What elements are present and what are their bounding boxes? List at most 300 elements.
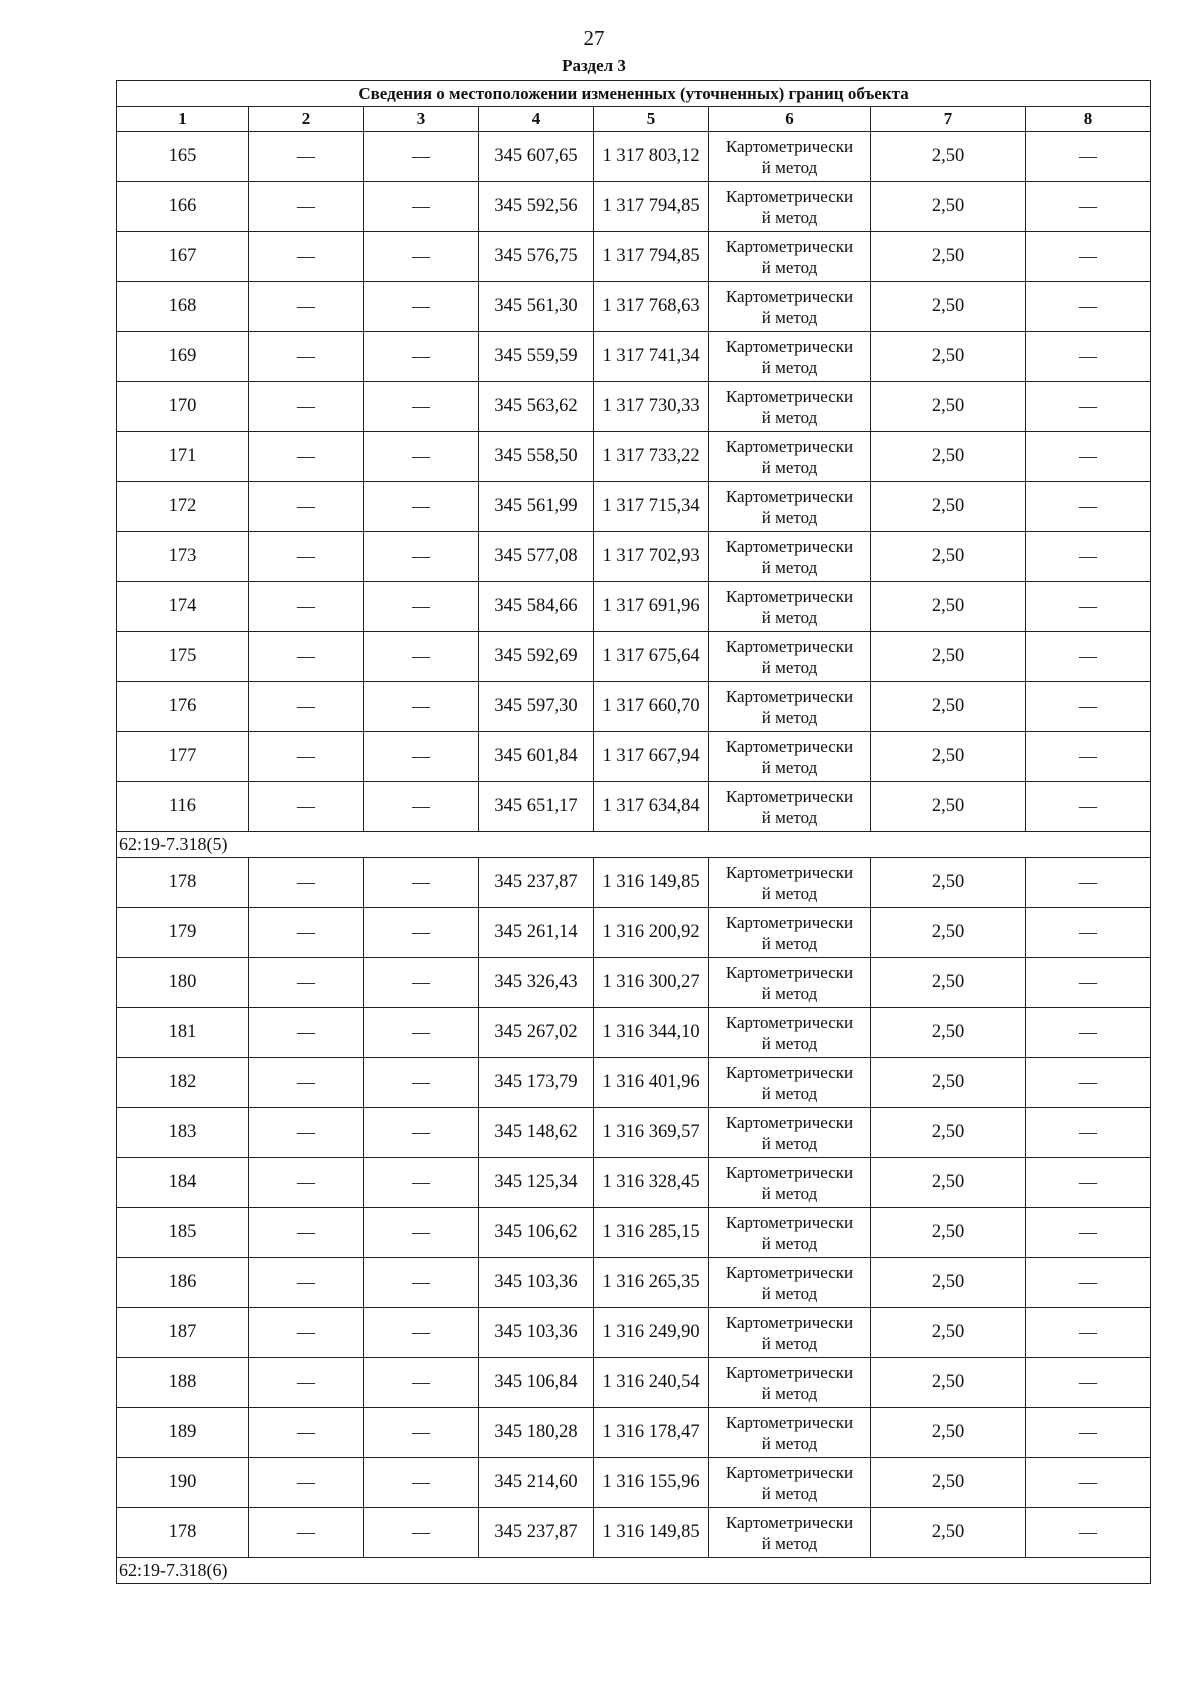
table-row [117,282,1151,332]
method-cell [709,282,871,332]
point-number-cell: 178 [117,1508,249,1558]
empty-cell: — [249,182,364,232]
empty-cell: — [249,858,364,908]
empty-cell: — [249,482,364,532]
table-row [117,858,1151,908]
empty-cell: — [249,1308,364,1358]
empty-cell: — [1026,958,1151,1008]
empty-cell: — [364,632,479,682]
method-line: й метод [761,307,818,327]
accuracy-cell: 2,50 [871,232,1026,282]
method-cell [709,582,871,632]
point-number-cell: 170 [117,382,249,432]
table-row [117,1208,1151,1258]
cadastral-number-label: 62:19-7.318(5) [117,832,1151,858]
empty-cell: — [364,1108,479,1158]
y-coordinate-cell: 1 316 328,45 [594,1158,709,1208]
y-coordinate-cell: 1 316 240,54 [594,1358,709,1408]
accuracy-cell: 2,50 [871,482,1026,532]
y-coordinate-cell: 1 316 155,96 [594,1458,709,1508]
x-coordinate-cell: 345 601,84 [479,732,594,782]
method-cell [709,1158,871,1208]
method-line: Картометрически [725,1212,854,1232]
point-number-cell: 172 [117,482,249,532]
method-line: й метод [761,1333,818,1353]
method-line: й метод [761,1133,818,1153]
x-coordinate-cell: 345 125,34 [479,1158,594,1208]
empty-cell: — [249,1408,364,1458]
method-line: Картометрически [725,286,854,306]
empty-cell: — [1026,482,1151,532]
empty-cell: — [249,582,364,632]
method-line: Картометрически [725,336,854,356]
empty-cell: — [249,1508,364,1558]
accuracy-cell: 2,50 [871,858,1026,908]
table-row [117,682,1151,732]
point-number-cell: 169 [117,332,249,382]
empty-cell: — [1026,1308,1151,1358]
accuracy-cell: 2,50 [871,1058,1026,1108]
empty-cell: — [364,1358,479,1408]
table-row [117,1158,1151,1208]
x-coordinate-cell: 345 577,08 [479,532,594,582]
accuracy-cell: 2,50 [871,382,1026,432]
method-line: й метод [761,707,818,727]
x-coordinate-cell: 345 597,30 [479,682,594,732]
method-line: й метод [761,1433,818,1453]
empty-cell: — [1026,1258,1151,1308]
empty-cell: — [249,532,364,582]
y-coordinate-cell: 1 317 794,85 [594,232,709,282]
page-number: 27 [583,26,605,50]
method-line: Картометрически [725,686,854,706]
method-line: й метод [761,407,818,427]
empty-cell: — [364,282,479,332]
table-row [117,958,1151,1008]
empty-cell: — [249,382,364,432]
method-line: й метод [761,1083,818,1103]
y-coordinate-cell: 1 317 741,34 [594,332,709,382]
accuracy-cell: 2,50 [871,682,1026,732]
method-cell [709,632,871,682]
method-line: Картометрически [725,586,854,606]
table-row [117,182,1151,232]
empty-cell: — [364,858,479,908]
x-coordinate-cell: 345 651,17 [479,782,594,832]
empty-cell: — [1026,1108,1151,1158]
empty-cell: — [1026,858,1151,908]
empty-cell: — [249,1358,364,1408]
empty-cell: — [364,682,479,732]
empty-cell: — [364,732,479,782]
empty-cell: — [364,482,479,532]
method-line: й метод [761,1033,818,1053]
x-coordinate-cell: 345 592,69 [479,632,594,682]
y-coordinate-cell: 1 317 667,94 [594,732,709,782]
table-row [117,132,1151,182]
method-line: й метод [761,983,818,1003]
point-number-cell: 187 [117,1308,249,1358]
empty-cell: — [1026,1508,1151,1558]
y-coordinate-cell: 1 317 634,84 [594,782,709,832]
empty-cell: — [249,1108,364,1158]
empty-cell: — [364,1258,479,1308]
method-line: й метод [761,807,818,827]
empty-cell: — [249,682,364,732]
point-number-cell: 174 [117,582,249,632]
y-coordinate-cell: 1 317 675,64 [594,632,709,682]
empty-cell: — [1026,432,1151,482]
method-cell [709,532,871,582]
accuracy-cell: 2,50 [871,632,1026,682]
method-line: Картометрически [725,736,854,756]
method-line: й метод [761,357,818,377]
method-cell [709,1308,871,1358]
accuracy-cell: 2,50 [871,282,1026,332]
table-body [117,132,1151,1584]
empty-cell: — [1026,182,1151,232]
accuracy-cell: 2,50 [871,432,1026,482]
x-coordinate-cell: 345 267,02 [479,1008,594,1058]
method-cell [709,332,871,382]
y-coordinate-cell: 1 317 768,63 [594,282,709,332]
empty-cell: — [1026,682,1151,732]
point-number-cell: 175 [117,632,249,682]
point-number-cell: 177 [117,732,249,782]
empty-cell: — [1026,1058,1151,1108]
empty-cell: — [1026,1408,1151,1458]
empty-cell: — [364,1208,479,1258]
y-coordinate-cell: 1 316 200,92 [594,908,709,958]
method-line: Картометрически [725,1262,854,1282]
method-cell [709,1358,871,1408]
accuracy-cell: 2,50 [871,1008,1026,1058]
method-line: Картометрически [725,536,854,556]
empty-cell: — [249,1258,364,1308]
y-coordinate-cell: 1 317 730,33 [594,382,709,432]
x-coordinate-cell: 345 237,87 [479,1508,594,1558]
table-row [117,532,1151,582]
method-line: Картометрически [725,1412,854,1432]
x-coordinate-cell: 345 561,99 [479,482,594,532]
empty-cell: — [249,232,364,282]
empty-cell: — [249,632,364,682]
empty-cell: — [1026,1358,1151,1408]
table-row [117,1408,1151,1458]
point-number-cell: 178 [117,858,249,908]
coordinates-table [116,80,1151,1584]
accuracy-cell: 2,50 [871,332,1026,382]
column-number: 5 [594,107,709,132]
table-row [117,332,1151,382]
section-title: Раздел 3 [562,56,626,75]
column-number: 6 [709,107,871,132]
x-coordinate-cell: 345 558,50 [479,432,594,482]
empty-cell: — [1026,632,1151,682]
column-number: 8 [1026,107,1151,132]
table-row [117,782,1151,832]
cadastral-number-label: 62:19-7.318(6) [117,1558,1151,1584]
method-line: Картометрически [725,386,854,406]
empty-cell: — [249,282,364,332]
empty-cell: — [364,782,479,832]
empty-cell: — [249,782,364,832]
method-line: Картометрически [725,862,854,882]
method-line: й метод [761,883,818,903]
method-line: й метод [761,557,818,577]
empty-cell: — [364,1158,479,1208]
point-number-cell: 189 [117,1408,249,1458]
point-number-cell: 190 [117,1458,249,1508]
empty-cell: — [1026,1158,1151,1208]
group-row [117,1558,1151,1584]
y-coordinate-cell: 1 316 344,10 [594,1008,709,1058]
method-cell [709,1108,871,1158]
empty-cell: — [249,1158,364,1208]
table-row [117,432,1151,482]
table-row [117,482,1151,532]
y-coordinate-cell: 1 317 691,96 [594,582,709,632]
method-line: Картометрически [725,236,854,256]
method-line: й метод [761,1283,818,1303]
point-number-cell: 179 [117,908,249,958]
method-line: Картометрически [725,1112,854,1132]
x-coordinate-cell: 345 559,59 [479,332,594,382]
empty-cell: — [364,1308,479,1358]
table-row [117,632,1151,682]
column-number: 4 [479,107,594,132]
point-number-cell: 171 [117,432,249,482]
accuracy-cell: 2,50 [871,1208,1026,1258]
method-cell [709,782,871,832]
method-line: й метод [761,1233,818,1253]
empty-cell: — [249,1458,364,1508]
point-number-cell: 116 [117,782,249,832]
accuracy-cell: 2,50 [871,1108,1026,1158]
table-caption: Сведения о местоположении измененных (уточненных) границ объекта [117,81,1151,107]
x-coordinate-cell: 345 214,60 [479,1458,594,1508]
point-number-cell: 176 [117,682,249,732]
y-coordinate-cell: 1 317 794,85 [594,182,709,232]
point-number-cell: 183 [117,1108,249,1158]
table-row [117,232,1151,282]
empty-cell: — [249,732,364,782]
accuracy-cell: 2,50 [871,1458,1026,1508]
y-coordinate-cell: 1 316 401,96 [594,1058,709,1108]
method-line: Картометрически [725,436,854,456]
method-cell [709,1008,871,1058]
y-coordinate-cell: 1 316 178,47 [594,1408,709,1458]
empty-cell: — [1026,382,1151,432]
empty-cell: — [1026,732,1151,782]
accuracy-cell: 2,50 [871,532,1026,582]
x-coordinate-cell: 345 106,84 [479,1358,594,1408]
y-coordinate-cell: 1 317 733,22 [594,432,709,482]
accuracy-cell: 2,50 [871,582,1026,632]
x-coordinate-cell: 345 173,79 [479,1058,594,1108]
empty-cell: — [364,1058,479,1108]
empty-cell: — [1026,1208,1151,1258]
empty-cell: — [1026,1008,1151,1058]
x-coordinate-cell: 345 261,14 [479,908,594,958]
point-number-cell: 188 [117,1358,249,1408]
y-coordinate-cell: 1 316 265,35 [594,1258,709,1308]
table-row [117,732,1151,782]
empty-cell: — [1026,332,1151,382]
accuracy-cell: 2,50 [871,1158,1026,1208]
empty-cell: — [1026,282,1151,332]
y-coordinate-cell: 1 316 249,90 [594,1308,709,1358]
column-number: 3 [364,107,479,132]
x-coordinate-cell: 345 237,87 [479,858,594,908]
empty-cell: — [364,132,479,182]
method-cell [709,182,871,232]
table-row [117,1108,1151,1158]
accuracy-cell: 2,50 [871,782,1026,832]
method-line: й метод [761,457,818,477]
table-row [117,1058,1151,1108]
point-number-cell: 165 [117,132,249,182]
method-line: Картометрически [725,1362,854,1382]
accuracy-cell: 2,50 [871,132,1026,182]
accuracy-cell: 2,50 [871,1408,1026,1458]
column-number-row [117,107,1151,132]
accuracy-cell: 2,50 [871,1308,1026,1358]
method-cell [709,1058,871,1108]
method-cell [709,1408,871,1458]
x-coordinate-cell: 345 103,36 [479,1308,594,1358]
table-row [117,582,1151,632]
empty-cell: — [1026,908,1151,958]
table-row [117,1358,1151,1408]
x-coordinate-cell: 345 103,36 [479,1258,594,1308]
table-row [117,908,1151,958]
y-coordinate-cell: 1 317 803,12 [594,132,709,182]
y-coordinate-cell: 1 316 369,57 [594,1108,709,1158]
empty-cell: — [1026,782,1151,832]
method-line: Картометрически [725,486,854,506]
method-line: й метод [761,157,818,177]
accuracy-cell: 2,50 [871,908,1026,958]
y-coordinate-cell: 1 317 660,70 [594,682,709,732]
method-cell [709,732,871,782]
y-coordinate-cell: 1 316 285,15 [594,1208,709,1258]
x-coordinate-cell: 345 106,62 [479,1208,594,1258]
x-coordinate-cell: 345 180,28 [479,1408,594,1458]
empty-cell: — [364,182,479,232]
x-coordinate-cell: 345 576,75 [479,232,594,282]
table-row [117,1508,1151,1558]
empty-cell: — [364,432,479,482]
empty-cell: — [364,1458,479,1508]
accuracy-cell: 2,50 [871,182,1026,232]
group-row [117,832,1151,858]
method-cell [709,132,871,182]
method-line: й метод [761,207,818,227]
method-cell [709,432,871,482]
empty-cell: — [1026,132,1151,182]
method-line: й метод [761,607,818,627]
y-coordinate-cell: 1 316 149,85 [594,1508,709,1558]
point-number-cell: 166 [117,182,249,232]
method-cell [709,1258,871,1308]
column-number: 2 [249,107,364,132]
y-coordinate-cell: 1 316 300,27 [594,958,709,1008]
column-number: 7 [871,107,1026,132]
empty-cell: — [249,332,364,382]
empty-cell: — [364,1508,479,1558]
y-coordinate-cell: 1 316 149,85 [594,858,709,908]
empty-cell: — [364,332,479,382]
method-cell [709,682,871,732]
point-number-cell: 167 [117,232,249,282]
method-line: й метод [761,657,818,677]
empty-cell: — [364,532,479,582]
method-line: й метод [761,1383,818,1403]
table-row [117,1308,1151,1358]
method-line: Картометрически [725,636,854,656]
point-number-cell: 182 [117,1058,249,1108]
x-coordinate-cell: 345 148,62 [479,1108,594,1158]
empty-cell: — [249,908,364,958]
method-line: Картометрически [725,1312,854,1332]
empty-cell: — [364,1408,479,1458]
point-number-cell: 168 [117,282,249,332]
empty-cell: — [249,132,364,182]
method-line: й метод [761,1533,818,1553]
table-row [117,1008,1151,1058]
method-line: й метод [761,757,818,777]
method-line: Картометрически [725,1162,854,1182]
method-line: Картометрически [725,912,854,932]
method-line: Картометрически [725,1462,854,1482]
x-coordinate-cell: 345 607,65 [479,132,594,182]
y-coordinate-cell: 1 317 702,93 [594,532,709,582]
point-number-cell: 184 [117,1158,249,1208]
table-row [117,1458,1151,1508]
empty-cell: — [249,1208,364,1258]
method-cell [709,1208,871,1258]
x-coordinate-cell: 345 584,66 [479,582,594,632]
method-cell [709,1458,871,1508]
method-line: Картометрически [725,136,854,156]
table-row [117,1258,1151,1308]
accuracy-cell: 2,50 [871,1358,1026,1408]
empty-cell: — [249,1008,364,1058]
method-line: Картометрически [725,1062,854,1082]
method-line: й метод [761,507,818,527]
x-coordinate-cell: 345 326,43 [479,958,594,1008]
empty-cell: — [364,582,479,632]
empty-cell: — [249,958,364,1008]
accuracy-cell: 2,50 [871,1258,1026,1308]
method-line: Картометрически [725,1512,854,1532]
empty-cell: — [1026,1458,1151,1508]
x-coordinate-cell: 345 563,62 [479,382,594,432]
method-line: й метод [761,1483,818,1503]
empty-cell: — [249,432,364,482]
method-cell [709,858,871,908]
accuracy-cell: 2,50 [871,732,1026,782]
point-number-cell: 185 [117,1208,249,1258]
point-number-cell: 186 [117,1258,249,1308]
empty-cell: — [1026,232,1151,282]
empty-cell: — [249,1058,364,1108]
accuracy-cell: 2,50 [871,958,1026,1008]
point-number-cell: 173 [117,532,249,582]
method-line: Картометрически [725,186,854,206]
method-cell [709,958,871,1008]
